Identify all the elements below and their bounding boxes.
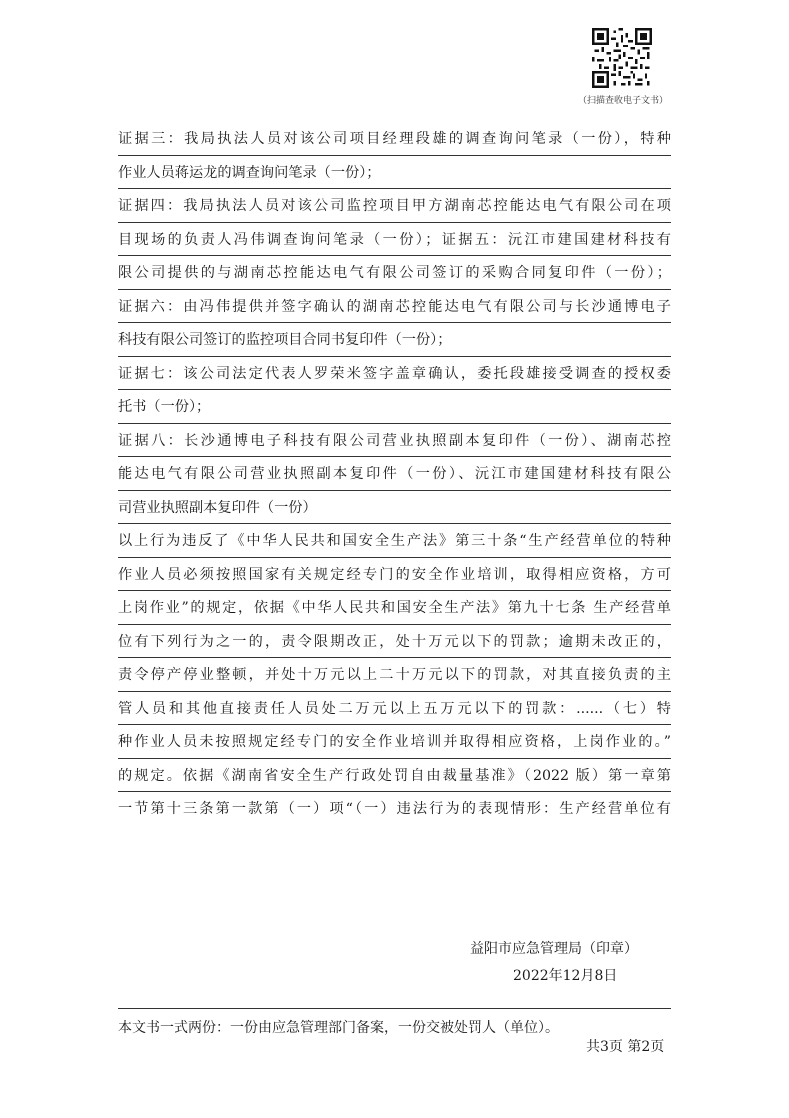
text-line: 作业人员蒋运龙的调查询问笔录（一份）； xyxy=(118,156,671,190)
text-line: 证据四：我局执法人员对该公司监控项目甲方湖南芯控能达电气有限公司在项 xyxy=(118,189,671,223)
page-number: 共3页 第2页 xyxy=(586,1039,665,1055)
issue-date: 2022年12月8日 xyxy=(513,968,618,984)
text-line: 目现场的负责人冯伟调查询问笔录（一份）；证据五：沅江市建国建材科技有 xyxy=(118,223,671,257)
text-line: 种作业人员未按照规定经专门的安全作业培训并取得相应资格，上岗作业的。” xyxy=(118,725,671,759)
issuing-authority: 益阳市应急管理局（印章） xyxy=(470,941,638,957)
text-line: 司营业执照副本复印件（一份） xyxy=(118,491,671,525)
qr-code xyxy=(592,28,652,88)
text-line: 证据六：由冯伟提供并签字确认的湖南芯控能达电气有限公司与长沙通博电子 xyxy=(118,290,671,324)
footer-divider xyxy=(118,1008,671,1009)
text-line: 限公司提供的与湖南芯控能达电气有限公司签订的采购合同复印件（一份）； xyxy=(118,256,671,290)
text-line: 位有下列行为之一的，责令限期改正，处十万元以下的罚款；逾期未改正的， xyxy=(118,625,671,659)
text-line: 能达电气有限公司营业执照副本复印件（一份）、沅江市建国建材科技有限公 xyxy=(118,457,671,491)
text-line: 的规定。依据《湖南省安全生产行政处罚自由裁量基准》（2022 版）第一章第 xyxy=(118,759,671,793)
text-line: 证据三：我局执法人员对该公司项目经理段雄的调查询问笔录（一份），特种 xyxy=(118,122,671,156)
text-line: 证据八：长沙通博电子科技有限公司营业执照副本复印件（一份）、湖南芯控 xyxy=(118,424,671,458)
text-line: 作业人员必须按照国家有关规定经专门的安全作业培训，取得相应资格，方可 xyxy=(118,558,671,592)
text-line: 一节第十三条第一款第（一）项“（一）违法行为的表现情形：生产经营单位有 xyxy=(118,801,671,817)
text-line: 科技有限公司签订的监控项目合同书复印件（一份）； xyxy=(118,323,671,357)
text-line: 托书（一份）； xyxy=(118,390,671,424)
text-line: 以上行为违反了《中华人民共和国安全生产法》第三十条“生产经营单位的特种 xyxy=(118,524,671,558)
footer-note: 本文书一式两份：一份由应急管理部门备案，一份交被处罚人（单位）。 xyxy=(118,1020,559,1036)
text-line: 上岗作业”的规定，依据《中华人民共和国安全生产法》第九十七条 生产经营单 xyxy=(118,591,671,625)
text-line: 管人员和其他直接责任人员处二万元以上五万元以下的罚款：......（七）特 xyxy=(118,692,671,726)
text-line: 证据七：该公司法定代表人罗荣米签字盖章确认，委托段雄接受调查的授权委 xyxy=(118,357,671,391)
qr-caption: （扫描查收电子文书） xyxy=(578,96,669,106)
document-body xyxy=(118,122,671,826)
text-line: 责令停产停业整顿，并处十万元以上二十万元以下的罚款，对其直接负责的主 xyxy=(118,658,671,692)
